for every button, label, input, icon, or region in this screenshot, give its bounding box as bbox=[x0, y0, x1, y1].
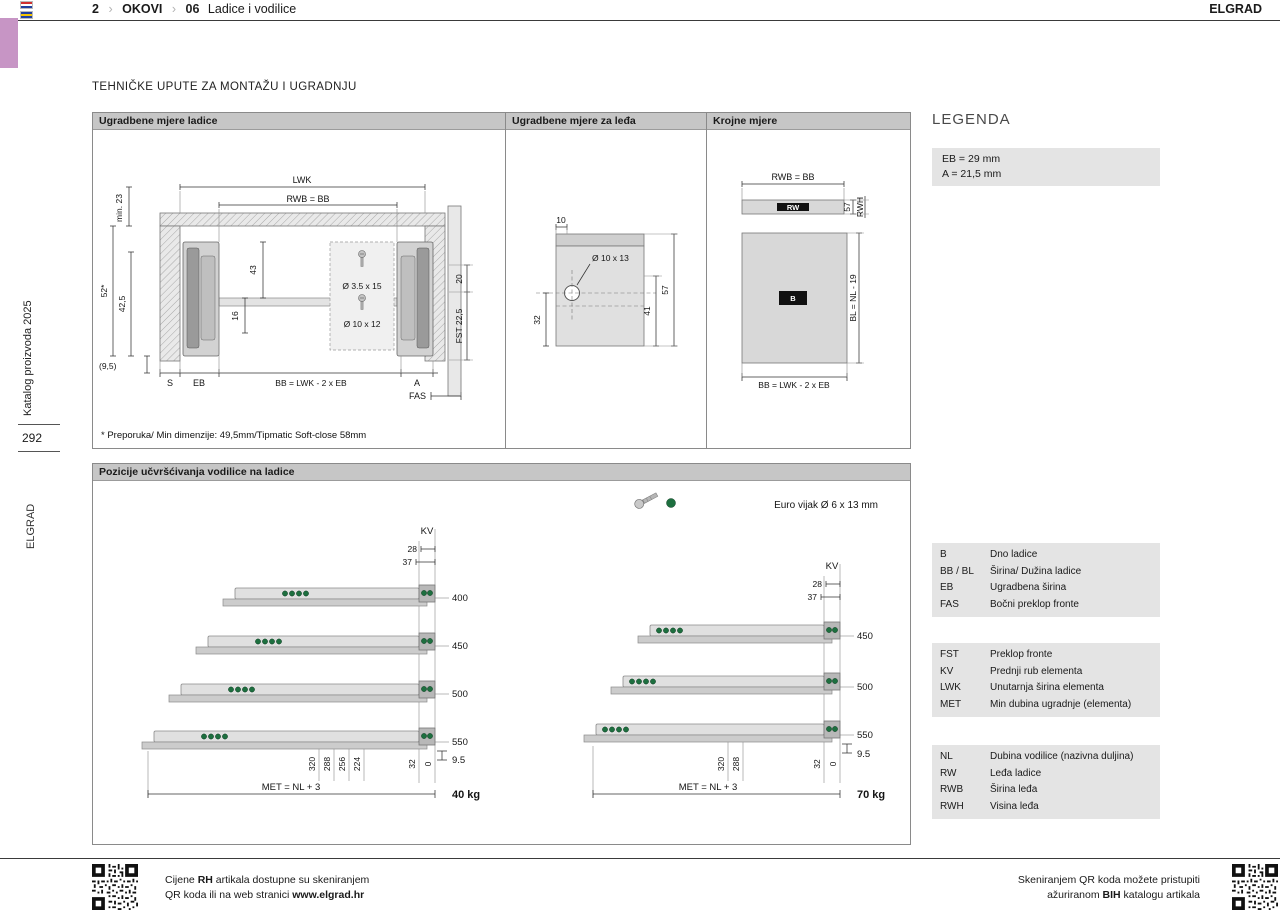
length-450: 450 bbox=[452, 641, 468, 652]
legend-row bbox=[932, 647, 1160, 664]
dim-52: 52* bbox=[99, 284, 109, 298]
legend-abbr: BB / BL bbox=[940, 565, 974, 577]
dim-kv: KV bbox=[420, 526, 434, 537]
legend-desc: Dubina vodilice (nazivna duljina) bbox=[990, 751, 1134, 762]
dim-met: MET = NL + 3 bbox=[261, 782, 321, 793]
legend-row bbox=[932, 580, 1160, 597]
legend-desc: Ugradbena širina bbox=[990, 582, 1067, 593]
column-header: Ugradbene mjere za leđa bbox=[506, 113, 706, 130]
footer-line bbox=[165, 873, 369, 888]
column-header: Krojne mjere bbox=[707, 113, 910, 130]
legend-row bbox=[932, 664, 1160, 681]
back-panel-shapes bbox=[556, 234, 644, 346]
legend-abbr: RWB bbox=[940, 784, 964, 795]
qr-code-left bbox=[92, 864, 138, 910]
footer-text: QR koda ili na web stranici bbox=[165, 889, 293, 901]
legend-desc: Bočni preklop fronte bbox=[990, 598, 1079, 610]
dimension-labels bbox=[262, 526, 480, 801]
sidebar-color-tab bbox=[0, 18, 18, 68]
dim-57: 57 bbox=[660, 285, 670, 295]
rail-550 bbox=[142, 728, 435, 749]
legend-desc: Širina leđa bbox=[990, 784, 1038, 795]
legend-abbr: RWH bbox=[940, 800, 964, 812]
footer-website: www.elgrad.hr bbox=[292, 889, 365, 901]
rail-450 bbox=[638, 622, 840, 643]
dim-20: 20 bbox=[454, 274, 464, 284]
legend-abbr: NL bbox=[940, 751, 953, 762]
dim-42-5: 42,5 bbox=[117, 295, 127, 313]
dim-rwh: RWH bbox=[855, 196, 865, 218]
dim-eb: EB bbox=[192, 378, 206, 388]
sidebar-brand-label: ELGRAD bbox=[25, 503, 37, 549]
diagram-70kg bbox=[584, 561, 885, 801]
legend-abbr: MET bbox=[940, 698, 962, 710]
dim-37: 37 bbox=[402, 557, 412, 567]
dim-a: A bbox=[413, 378, 421, 388]
footer-text: katalogu artikala bbox=[1120, 889, 1200, 901]
dim-57: 57 bbox=[842, 202, 852, 212]
dim-bb: BB = LWK - 2 x EB bbox=[758, 380, 830, 390]
dim-0: 0 bbox=[828, 761, 838, 767]
breadcrumb-sub-title: Ladice i vodilice bbox=[207, 2, 297, 16]
legend-desc: Leđa ladice bbox=[990, 767, 1042, 779]
screw-size-1: Ø 3.5 x 15 bbox=[342, 281, 382, 291]
hole-224: 224 bbox=[352, 756, 362, 772]
legend-row bbox=[932, 680, 1160, 697]
legend-box-1 bbox=[932, 543, 1160, 617]
legend-desc: Unutarnja širina elementa bbox=[990, 682, 1104, 693]
legend-abbr: EB bbox=[940, 582, 954, 593]
dim-fas: FAS bbox=[408, 391, 426, 401]
legend-desc: Preklop fronte bbox=[990, 649, 1053, 660]
panel-slide-positions bbox=[92, 463, 911, 845]
header-divider bbox=[0, 20, 1280, 21]
dim-32: 32 bbox=[532, 315, 542, 325]
hole-320: 320 bbox=[716, 756, 726, 772]
legend-row bbox=[932, 597, 1160, 614]
slide-positions-diagram bbox=[93, 481, 910, 843]
footer-line: Skeniranjem QR koda možete pristupiti bbox=[1017, 874, 1200, 886]
legend-desc: Prednji rub elementa bbox=[990, 665, 1083, 677]
rail-500 bbox=[611, 673, 840, 694]
length-550: 550 bbox=[857, 730, 873, 741]
footnote: * Preporuka/ Min dimenzije: 49,5mm/Tipmatic Soft-close 58mm bbox=[101, 430, 367, 441]
screw-detail-zone bbox=[330, 242, 394, 350]
hole-320: 320 bbox=[307, 756, 317, 772]
legend-info-line: EB = 29 mm bbox=[942, 153, 1001, 165]
legend-desc: Min dubina ugradnje (elementa) bbox=[990, 698, 1132, 710]
panel-mounting-dimensions bbox=[92, 112, 911, 449]
breadcrumb-sub-number: 06 bbox=[185, 2, 200, 16]
footer-line bbox=[1018, 888, 1200, 903]
euro-screw-icon bbox=[633, 491, 675, 510]
dim-rwb-bb: RWB = BB bbox=[286, 194, 330, 204]
length-400: 400 bbox=[452, 593, 468, 604]
rail-500 bbox=[169, 681, 435, 702]
length-500: 500 bbox=[857, 682, 873, 693]
hole-288: 288 bbox=[322, 756, 332, 772]
dim-43: 43 bbox=[248, 265, 258, 275]
dim-28: 28 bbox=[407, 544, 417, 554]
footer-text-left bbox=[165, 873, 369, 903]
footer-text: artikala dostupne su skeniranjem bbox=[212, 874, 370, 886]
dim-bl: BL = NL - 19 bbox=[848, 274, 858, 322]
breadcrumb-section: OKOVI bbox=[122, 2, 163, 16]
right-slide-profile bbox=[397, 242, 433, 356]
legend-abbr: KV bbox=[940, 665, 954, 677]
breadcrumb-separator: › bbox=[108, 2, 113, 16]
label-b: B bbox=[790, 294, 796, 303]
legend-abbr: RW bbox=[940, 767, 957, 779]
footer-text-bold: BIH bbox=[1102, 889, 1121, 901]
dim-rwb-bb: RWB = BB bbox=[771, 172, 815, 182]
length-500: 500 bbox=[452, 689, 468, 700]
length-550: 550 bbox=[452, 737, 468, 748]
dim-16: 16 bbox=[230, 311, 240, 321]
legend-title: LEGENDA bbox=[932, 111, 1011, 128]
dim-9-5: 9.5 bbox=[452, 755, 466, 766]
back-panel-drilling-diagram bbox=[506, 130, 705, 425]
legend-row bbox=[932, 564, 1160, 581]
reference-lines bbox=[148, 529, 449, 798]
dim-32: 32 bbox=[812, 759, 822, 769]
legend-box-3 bbox=[932, 745, 1160, 819]
dim-lwk: LWK bbox=[292, 175, 312, 185]
dim-41: 41 bbox=[642, 306, 652, 316]
column-back-dimensions bbox=[505, 113, 706, 448]
legend-desc: Visina leđa bbox=[990, 800, 1039, 812]
drawer-cross-section-diagram bbox=[93, 130, 503, 425]
label-rw: RW bbox=[786, 203, 800, 212]
page-title: TEHNIČKE UPUTE ZA MONTAŽU I UGRADNJU bbox=[92, 81, 357, 93]
legend-row bbox=[932, 749, 1160, 766]
legend-abbr: FAS bbox=[940, 598, 959, 610]
qr-code-right bbox=[1232, 864, 1278, 910]
euro-screw-label: Euro vijak Ø 6 x 13 mm bbox=[774, 500, 878, 511]
bih-flag-icon bbox=[20, 11, 33, 19]
dim-32: 32 bbox=[407, 759, 417, 769]
column-cutting-dimensions bbox=[706, 113, 910, 448]
dim-37: 37 bbox=[807, 592, 817, 602]
legend-desc: Dno ladice bbox=[990, 549, 1038, 560]
dimension-lines bbox=[148, 546, 447, 798]
screw-size-2: Ø 10 x 12 bbox=[343, 319, 381, 329]
legend-row bbox=[932, 766, 1160, 783]
legend-info-box bbox=[932, 148, 1160, 186]
left-slide-profile bbox=[183, 242, 219, 356]
legend-desc: Širina/ Dužina ladice bbox=[990, 565, 1082, 577]
dim-9-5: 9.5 bbox=[857, 749, 871, 760]
brand-logo-text: ELGRAD bbox=[1209, 2, 1262, 16]
croatia-flag-icon bbox=[20, 1, 33, 9]
breadcrumb-page-num: 2 bbox=[92, 2, 99, 16]
hole-288: 288 bbox=[731, 756, 741, 772]
diagram-40kg bbox=[142, 526, 480, 801]
legend-row bbox=[932, 782, 1160, 799]
rail-550 bbox=[584, 721, 840, 742]
dim-kv: KV bbox=[825, 561, 839, 572]
footer-divider bbox=[0, 858, 1280, 859]
dim-9-5: (9,5) bbox=[99, 361, 117, 371]
dim-bb: BB = LWK - 2 x EB bbox=[275, 378, 347, 388]
weight-label: 70 kg bbox=[857, 789, 886, 801]
footer-text-right bbox=[1018, 873, 1200, 903]
dim-min23: min. 23 bbox=[114, 194, 124, 222]
legend-abbr: LWK bbox=[940, 682, 961, 693]
legend-abbr: FST bbox=[940, 649, 959, 660]
sidebar-catalog-label: Katalog proizvoda 2025 bbox=[22, 300, 34, 416]
dim-0: 0 bbox=[423, 761, 433, 767]
legend-info-line: A = 21,5 mm bbox=[942, 168, 1002, 180]
footer-text-bold: RH bbox=[197, 874, 213, 886]
legend-abbr: B bbox=[940, 549, 947, 560]
length-450: 450 bbox=[857, 631, 873, 642]
dim-s: S bbox=[166, 378, 174, 388]
footer-line bbox=[165, 888, 369, 903]
legend-row bbox=[932, 697, 1160, 714]
legend-row bbox=[932, 547, 1160, 564]
hole-256: 256 bbox=[337, 756, 347, 772]
rail-400 bbox=[223, 585, 435, 606]
dim-28: 28 bbox=[812, 579, 822, 589]
dim-met: MET = NL + 3 bbox=[678, 782, 738, 793]
legend-box-2 bbox=[932, 643, 1160, 717]
breadcrumb bbox=[92, 2, 296, 16]
footer-text: Cijene bbox=[165, 874, 198, 886]
weight-label: 40 kg bbox=[452, 789, 481, 801]
breadcrumb-separator: › bbox=[171, 2, 177, 16]
dim-10: 10 bbox=[556, 215, 566, 225]
footer-text: ažuriranom bbox=[1047, 889, 1103, 901]
panel-header: Pozicije učvršćivanja vodilice na ladice bbox=[93, 464, 910, 481]
hole-size-label: Ø 10 x 13 bbox=[592, 253, 629, 263]
legend-row bbox=[932, 799, 1160, 816]
rail-450 bbox=[196, 633, 435, 654]
column-header: Ugradbene mjere ladice bbox=[93, 113, 505, 130]
cutting-dimensions-diagram bbox=[707, 130, 909, 425]
column-drawer-dimensions bbox=[93, 113, 505, 448]
dim-fst: FST 22,5 bbox=[454, 308, 464, 344]
page-number: 292 bbox=[18, 424, 60, 452]
